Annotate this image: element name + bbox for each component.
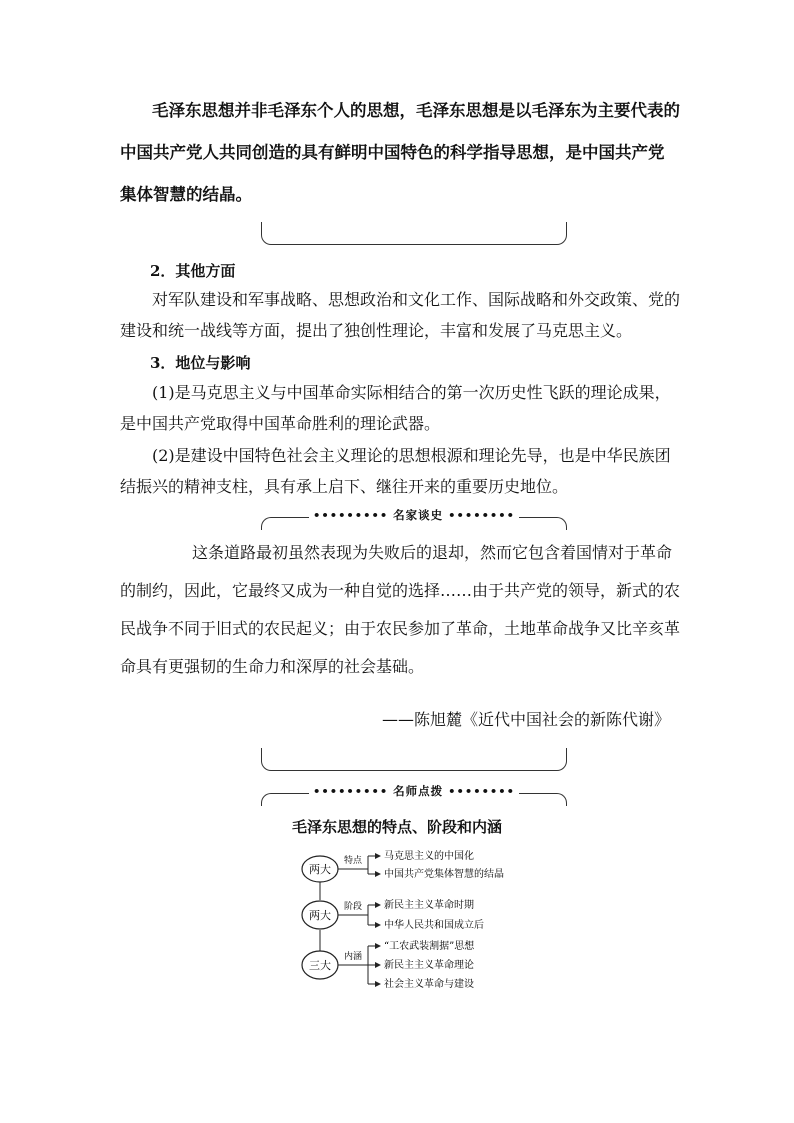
arrow-head (375, 853, 381, 859)
teacher-tip-label: ••••••••• 名师点拨 •••••••• (309, 784, 519, 798)
famous-view-label: ••••••••• 名家谈史 •••••••• (309, 508, 519, 522)
diagram-item: 马克思主义的中国化 (384, 851, 474, 862)
intro-paragraph: 毛泽东思想并非毛泽东个人的思想，毛泽东思想是以毛泽东为主要代表的中国共产党人共同创造的具有鲜明中国特色的科学指导思想，是中国共产党集体智慧的结晶。 (120, 101, 680, 204)
node-label: 两大 (309, 909, 331, 922)
branch-label: 特点 (343, 856, 363, 866)
arrow-head (375, 871, 381, 877)
diagram-item: 社会主义革命与建设 (384, 979, 474, 990)
concept-diagram (280, 842, 540, 1002)
branch-label: 阶段 (343, 902, 363, 912)
node-label: 两大 (309, 863, 331, 876)
arrow-head (375, 981, 381, 987)
diagram-item: 中国共产党集体智慧的结晶 (384, 869, 504, 880)
diagram-item: 中华人民共和国成立后 (384, 920, 484, 931)
famous-view-source: ——陈旭麓《近代中国社会的新陈代谢》 (382, 710, 671, 729)
diagram-title: 毛泽东思想的特点、阶段和内涵 (291, 818, 502, 836)
section3-heading: 3．地位与影响 (150, 354, 251, 372)
arrow-head (375, 962, 381, 968)
section3-point2: (2)是建设中国特色社会主义理论的思想根源和理论先导，也是中华民族团结振兴的精神支柱，具有承上启下、继往开来的重要历史地位。 (120, 446, 671, 496)
diagram-item: “工农武装割据”思想 (384, 941, 475, 952)
closing-box-frame-1 (261, 222, 567, 245)
famous-view-quote: 这条道路最初虽然表现为失败后的退却，然而它包含着国情对于革命的制约，因此，它最终又成为一种自觉的选择……由于共产党的领导，新式的农民战争不同于旧式的农民起义；由于农民参加了革命，土地革命战争又比辛亥革命具有更强韧的生命力和深厚的社会基础。 (120, 543, 681, 676)
diagram-item: 新民主主义革命时期 (384, 900, 474, 911)
section2-heading: 2．其他方面 (150, 262, 236, 280)
diagram-item: 新民主主义革命理论 (384, 960, 474, 971)
section3-point1: (1)是马克思主义与中国革命实际相结合的第一次历史性飞跃的理论成果，是中国共产党取得中国革命胜利的理论武器。 (120, 383, 671, 433)
section2-paragraph: 对军队建设和军事战略、思想政治和文化工作、国际战略和外交政策、党的建设和统一战线等方面，提出了独创性理论，丰富和发展了马克思主义。 (120, 290, 681, 340)
branch-label: 内涵 (343, 952, 363, 962)
arrow-head (375, 943, 381, 949)
arrow-head (375, 902, 381, 908)
arrow-head (375, 922, 381, 928)
famous-view-box-frame (261, 508, 567, 530)
teacher-tip-box-frame (261, 784, 567, 806)
node-label: 三大 (309, 959, 331, 972)
closing-box-frame-2 (261, 748, 567, 771)
